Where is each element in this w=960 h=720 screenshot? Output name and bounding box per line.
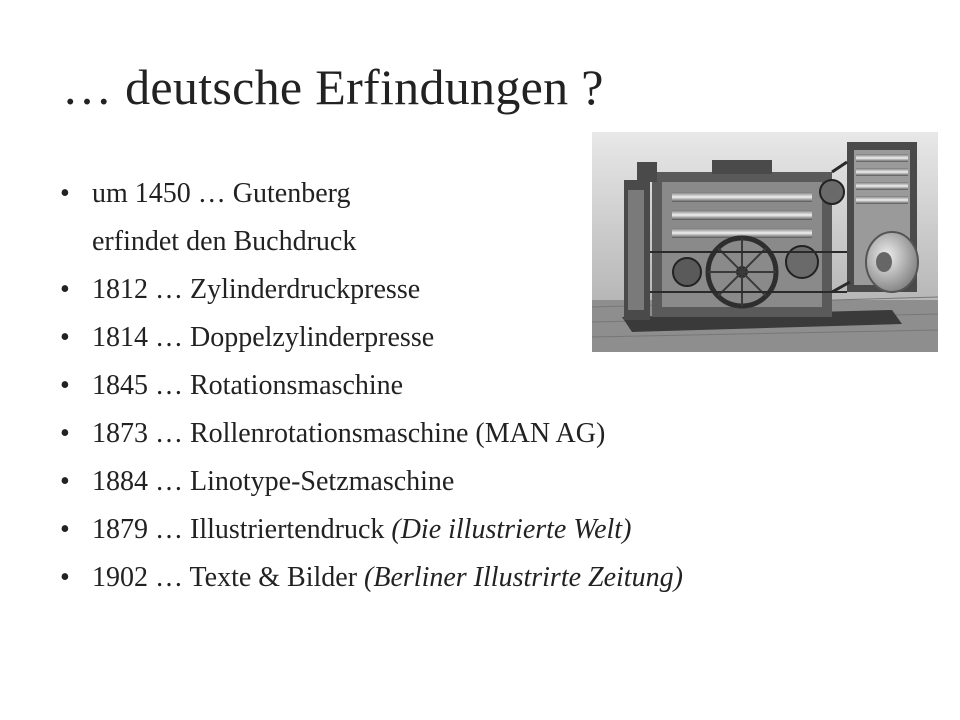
list-item-italic-source: (Die illustrierte Welt) <box>391 514 632 545</box>
list-item <box>60 458 683 506</box>
bullet-icon: • <box>60 274 70 305</box>
list-item-text: 1814 … Doppelzylinderpresse <box>92 322 435 353</box>
list-item-text: 1812 … Zylinderdruckpresse <box>92 274 421 305</box>
bullet-icon: • <box>60 178 70 209</box>
list-item-text: 1873 … Rollenrotationsmaschine (MAN AG) <box>92 418 606 449</box>
list-item-text: 1879 … Illustriertendruck <box>92 514 392 545</box>
bullet-icon: • <box>60 322 70 353</box>
list-item-text: um 1450 … Gutenberg <box>92 178 351 209</box>
list-item <box>60 266 683 314</box>
list-item <box>60 362 683 410</box>
slide-title: … deutsche Erfindungen ? <box>62 59 604 115</box>
list-item-text: 1884 … Linotype-Setzmaschine <box>92 466 455 497</box>
list-item <box>60 506 683 554</box>
list-item-continuation: erfindet den Buchdruck <box>92 226 357 257</box>
bullet-list <box>60 170 683 602</box>
bullet-icon: • <box>60 514 70 545</box>
bullet-icon: • <box>60 370 70 401</box>
list-item-italic-source: (Berliner Illustrirte Zeitung) <box>364 562 683 593</box>
list-item <box>60 554 683 602</box>
bullet-icon: • <box>60 466 70 497</box>
list-item <box>60 314 683 362</box>
bullet-icon: • <box>60 562 70 593</box>
list-item-text: 1845 … Rotationsmaschine <box>92 370 404 401</box>
list-item <box>60 170 683 266</box>
list-item-text: 1902 … Texte & Bilder <box>92 562 365 593</box>
list-item <box>60 410 683 458</box>
bullet-icon: • <box>60 418 70 449</box>
